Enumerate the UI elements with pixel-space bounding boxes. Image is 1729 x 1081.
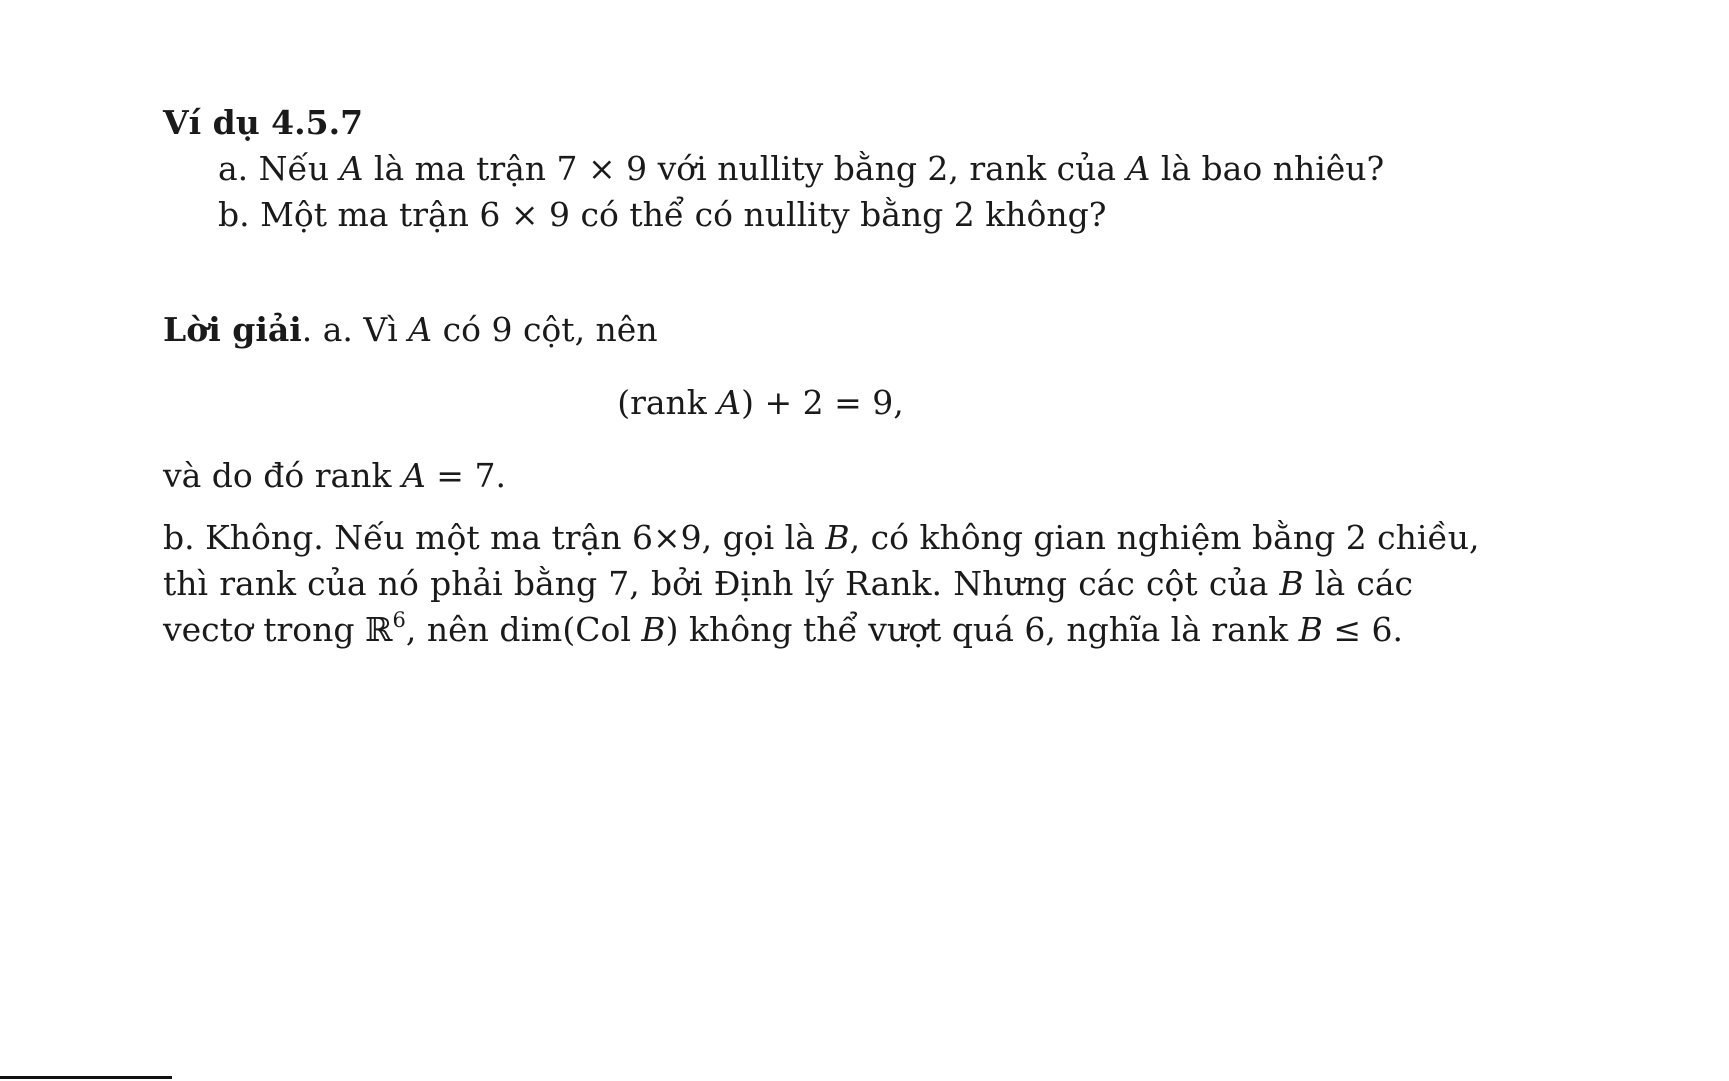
conclusion-part-a: [163, 453, 1413, 499]
equation-text-2: ) + 2 = 9,: [741, 383, 904, 422]
part-b-line-2-text-2: là các: [1303, 564, 1413, 603]
equation-text-1: (rank: [617, 383, 718, 422]
solution-intro-text-2: có 9 cột, nên: [432, 310, 658, 349]
solution-section: [163, 307, 1480, 653]
solution-label: Lời giải: [163, 310, 302, 349]
problem-a-text-3: là bao nhiêu?: [1150, 149, 1385, 188]
variable-b: B: [641, 610, 666, 649]
problem-a-text-2: là ma trận 7 × 9 với nullity bằng 2, rank của: [363, 149, 1127, 188]
conclusion-text-1: và do đó rank: [163, 456, 402, 495]
variable-a: A: [408, 310, 433, 349]
problem-list: [163, 146, 1413, 238]
solution-part-b: [163, 515, 1480, 653]
part-b-line-3-text-3: ) không thể vượt quá 6, nghĩa là rank: [665, 610, 1299, 649]
part-b-line-3-text-4: ≤ 6.: [1322, 610, 1403, 649]
variable-b: B: [825, 518, 850, 557]
bottom-rule: [0, 1076, 172, 1079]
variable-a: A: [339, 149, 364, 188]
variable-b: B: [1298, 610, 1323, 649]
part-b-line-2-text-1: thì rank của nó phải bằng 7, bởi Định lý Rank. Nhưng các cột của: [163, 564, 1280, 603]
variable-a: A: [401, 456, 426, 495]
document-page: [163, 100, 1480, 653]
solution-intro-text-1: . a. Vì: [301, 310, 409, 349]
superscript-6: 6: [392, 608, 406, 632]
display-equation: [163, 380, 1413, 426]
part-b-line-3: [163, 607, 1413, 653]
part-b-line-1: [163, 515, 1480, 561]
part-b-line-3-text-2: , nên dim(Col: [405, 610, 642, 649]
part-b-line-1-text-1: b. Không. Nếu một ma trận 6×9, gọi là: [163, 518, 826, 557]
solution-intro: [163, 307, 1413, 353]
part-b-line-2: [163, 561, 1413, 607]
variable-b: B: [1279, 564, 1304, 603]
variable-a: A: [1126, 149, 1151, 188]
example-title: Ví dụ 4.5.7: [163, 103, 364, 142]
problem-part-b: b. Một ma trận 6 × 9 có thể có nullity bằng 2 không?: [218, 195, 1107, 234]
part-b-line-1-text-2: , có không gian nghiệm bằng 2 chiều,: [849, 518, 1480, 557]
problem-a-text-1: a. Nếu: [218, 149, 340, 188]
variable-a: A: [717, 383, 742, 422]
part-b-line-3-text-1: vectơ trong ℝ: [163, 610, 393, 649]
conclusion-text-2: = 7.: [425, 456, 506, 495]
problem-part-a: [218, 146, 1413, 192]
